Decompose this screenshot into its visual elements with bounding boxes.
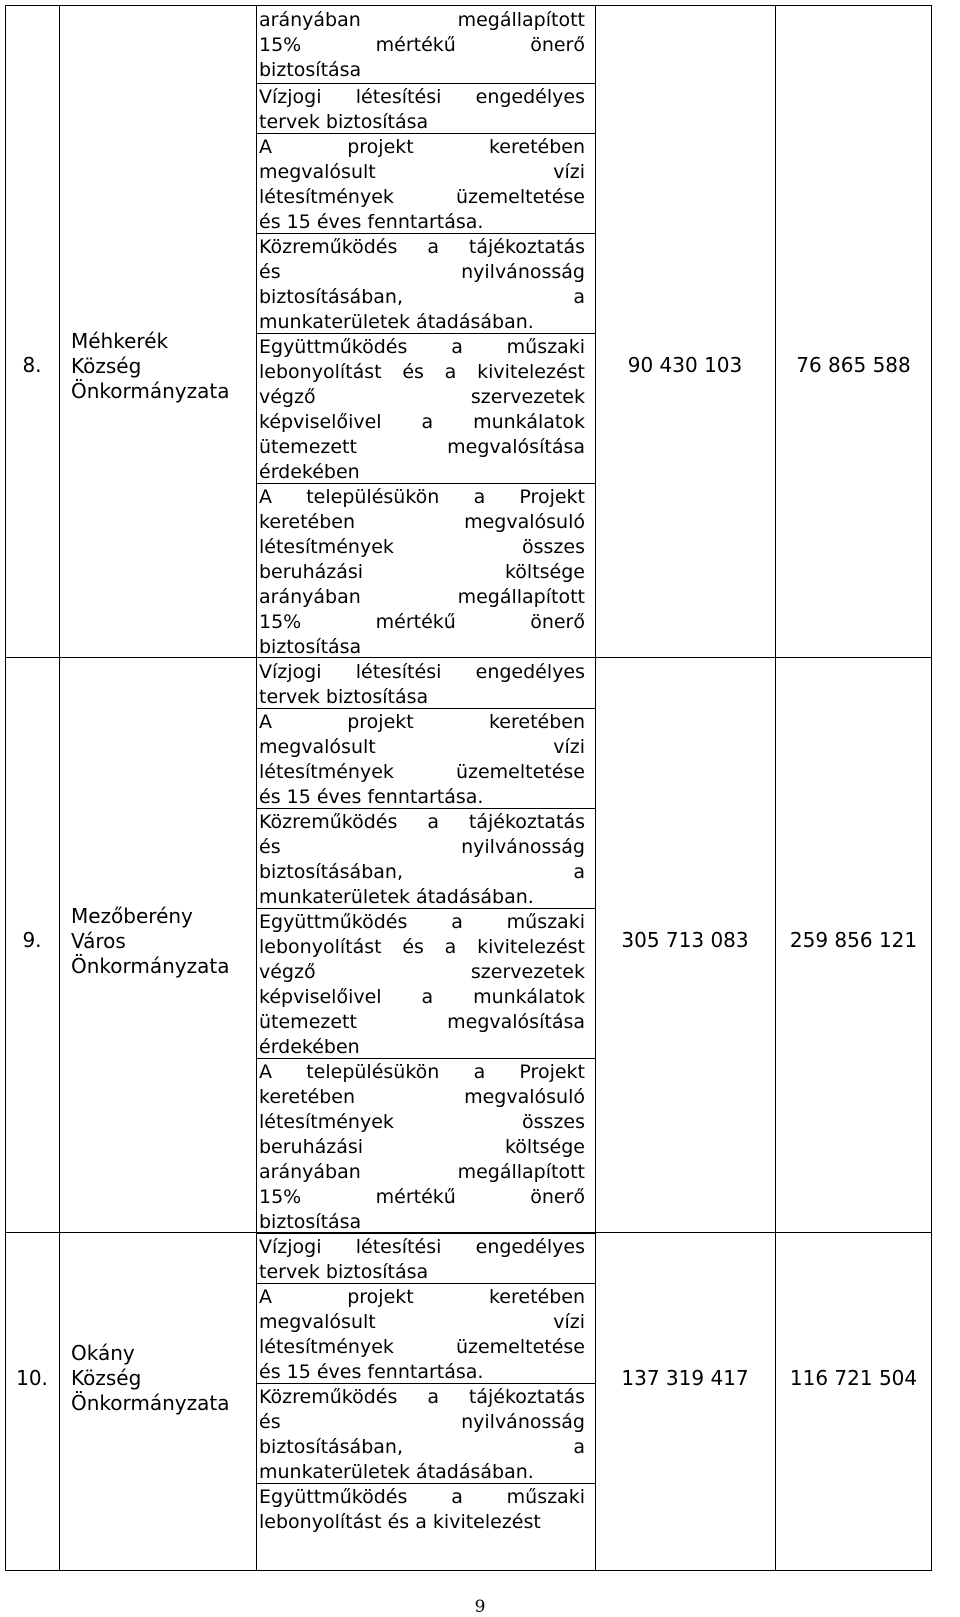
support-amount: 259 856 121 [789,928,918,952]
task-line: Közreműködés a tájékoztatás [259,811,585,833]
task-line: biztosításában, a [259,861,585,883]
task-line: 15% mértékű önerő [259,1186,585,1208]
task-line: Vízjogi létesítési engedélyes [259,1236,585,1258]
task-line: Együttműködés a műszaki [259,1486,585,1508]
task-cell [259,1385,585,1485]
task-line: végző szervezetek [259,386,585,408]
task-line: 15% mértékű önerő [259,34,585,56]
task-line: biztosítása [259,636,362,658]
task-line: tervek biztosítása [259,111,429,133]
task-line: ütemezett megvalósítása [259,436,585,458]
task-line: lebonyolítást és a kivitelezést [259,936,585,958]
task-cell [259,1060,585,1235]
total-cost: 305 713 083 [621,928,749,952]
applicant-name-line: Önkormányzata [71,954,230,978]
task-cell [259,1285,585,1385]
task-line: A projekt keretében [259,711,585,733]
task-cell [259,810,585,910]
task-line: Együttműködés a műszaki [259,911,585,933]
task-line: érdekében [259,1036,360,1058]
task-line: létesítmények üzemeltetése [259,186,585,208]
applicant-name-line: Község [71,354,142,378]
page-number: 9 [474,1597,486,1617]
task-line: és 15 éves fenntartása. [259,786,484,808]
task-line: megvalósult vízi [259,736,585,758]
task-line: lebonyolítást és a kivitelezést [259,1511,541,1533]
task-line: és 15 éves fenntartása. [259,211,484,233]
table-border-right [931,5,932,1571]
task-line: tervek biztosítása [259,686,429,708]
task-line: arányában megállapított [259,9,585,31]
task-line: keretében megvalósuló [259,1086,585,1108]
task-line: biztosítása [259,1211,362,1233]
task-line: létesítmények összes [259,1111,585,1133]
projects-table [5,5,932,1571]
row-number: 9. [22,928,42,952]
task-line: biztosításában, a [259,1436,585,1458]
applicant-name-line: Okány [71,1341,135,1365]
task-line: arányában megállapított [259,586,585,608]
task-cell [259,235,585,335]
task-line: ütemezett megvalósítása [259,1011,585,1033]
column-divider [775,5,776,1571]
support-amount: 116 721 504 [789,1366,918,1390]
task-line: beruházási költsége [259,1136,585,1158]
task-line: arányában megállapított [259,1161,585,1183]
task-line: létesítmények üzemeltetése [259,1336,585,1358]
task-line: Közreműködés a tájékoztatás [259,1386,585,1408]
task-line: Közreműködés a tájékoztatás [259,236,585,258]
applicant-name-line: Méhkerék [71,329,169,353]
applicant-name [71,904,251,979]
task-cell [259,660,585,710]
task-line: Együttműködés a műszaki [259,336,585,358]
task-cell [259,85,585,135]
task-line: Vízjogi létesítési engedélyes [259,86,585,108]
task-line: képviselőivel a munkálatok [259,411,585,433]
task-divider [256,83,595,84]
column-divider [59,5,60,1571]
total-cost: 90 430 103 [627,353,743,377]
task-line: megvalósult vízi [259,161,585,183]
support-amount: 76 865 588 [796,353,911,377]
task-line: és nyilvánosság [259,261,585,283]
task-line: munkaterületek átadásában. [259,886,534,908]
applicant-name-line: Önkormányzata [71,379,230,403]
task-line: és nyilvánosság [259,1411,585,1433]
task-line: Vízjogi létesítési engedélyes [259,661,585,683]
task-line: lebonyolítást és a kivitelezést [259,361,585,383]
task-cell [259,710,585,810]
applicant-name-line: Város [71,929,126,953]
column-divider [595,5,596,1571]
task-line: A településükön a Projekt [259,1061,585,1083]
total-cost: 137 319 417 [621,1366,749,1390]
task-line: A településükön a Projekt [259,486,585,508]
task-line: érdekében [259,461,360,483]
task-line: létesítmények összes [259,536,585,558]
table-border-left [5,5,6,1571]
task-cell [259,485,585,660]
task-cell [259,335,585,485]
task-cell [259,135,585,235]
task-line: beruházási költsége [259,561,585,583]
applicant-name-line: Mezőberény [71,904,193,928]
task-line: végző szervezetek [259,961,585,983]
task-cell [259,910,585,1060]
task-cell [259,1235,585,1285]
task-line: munkaterületek átadásában. [259,1461,534,1483]
task-line: 15% mértékű önerő [259,611,585,633]
task-line: létesítmények üzemeltetése [259,761,585,783]
applicant-name-line: Község [71,1366,142,1390]
task-line: A projekt keretében [259,136,585,158]
table-border-top [5,5,932,6]
task-line: A projekt keretében [259,1286,585,1308]
task-line: képviselőivel a munkálatok [259,986,585,1008]
task-line: és nyilvánosság [259,836,585,858]
task-cell [259,8,585,83]
applicant-name [71,1341,251,1416]
row-number: 8. [22,353,42,377]
column-divider [256,5,257,1571]
task-line: munkaterületek átadásában. [259,311,534,333]
task-line: tervek biztosítása [259,1261,429,1283]
applicant-name [71,329,251,404]
applicant-name-line: Önkormányzata [71,1391,230,1415]
task-cell [259,1485,585,1535]
task-line: és 15 éves fenntartása. [259,1361,484,1383]
task-line: biztosításában, a [259,286,585,308]
task-line: biztosítása [259,59,362,81]
table-border-bottom [5,1570,932,1571]
task-line: megvalósult vízi [259,1311,585,1333]
row-number: 10. [16,1366,48,1390]
task-line: keretében megvalósuló [259,511,585,533]
